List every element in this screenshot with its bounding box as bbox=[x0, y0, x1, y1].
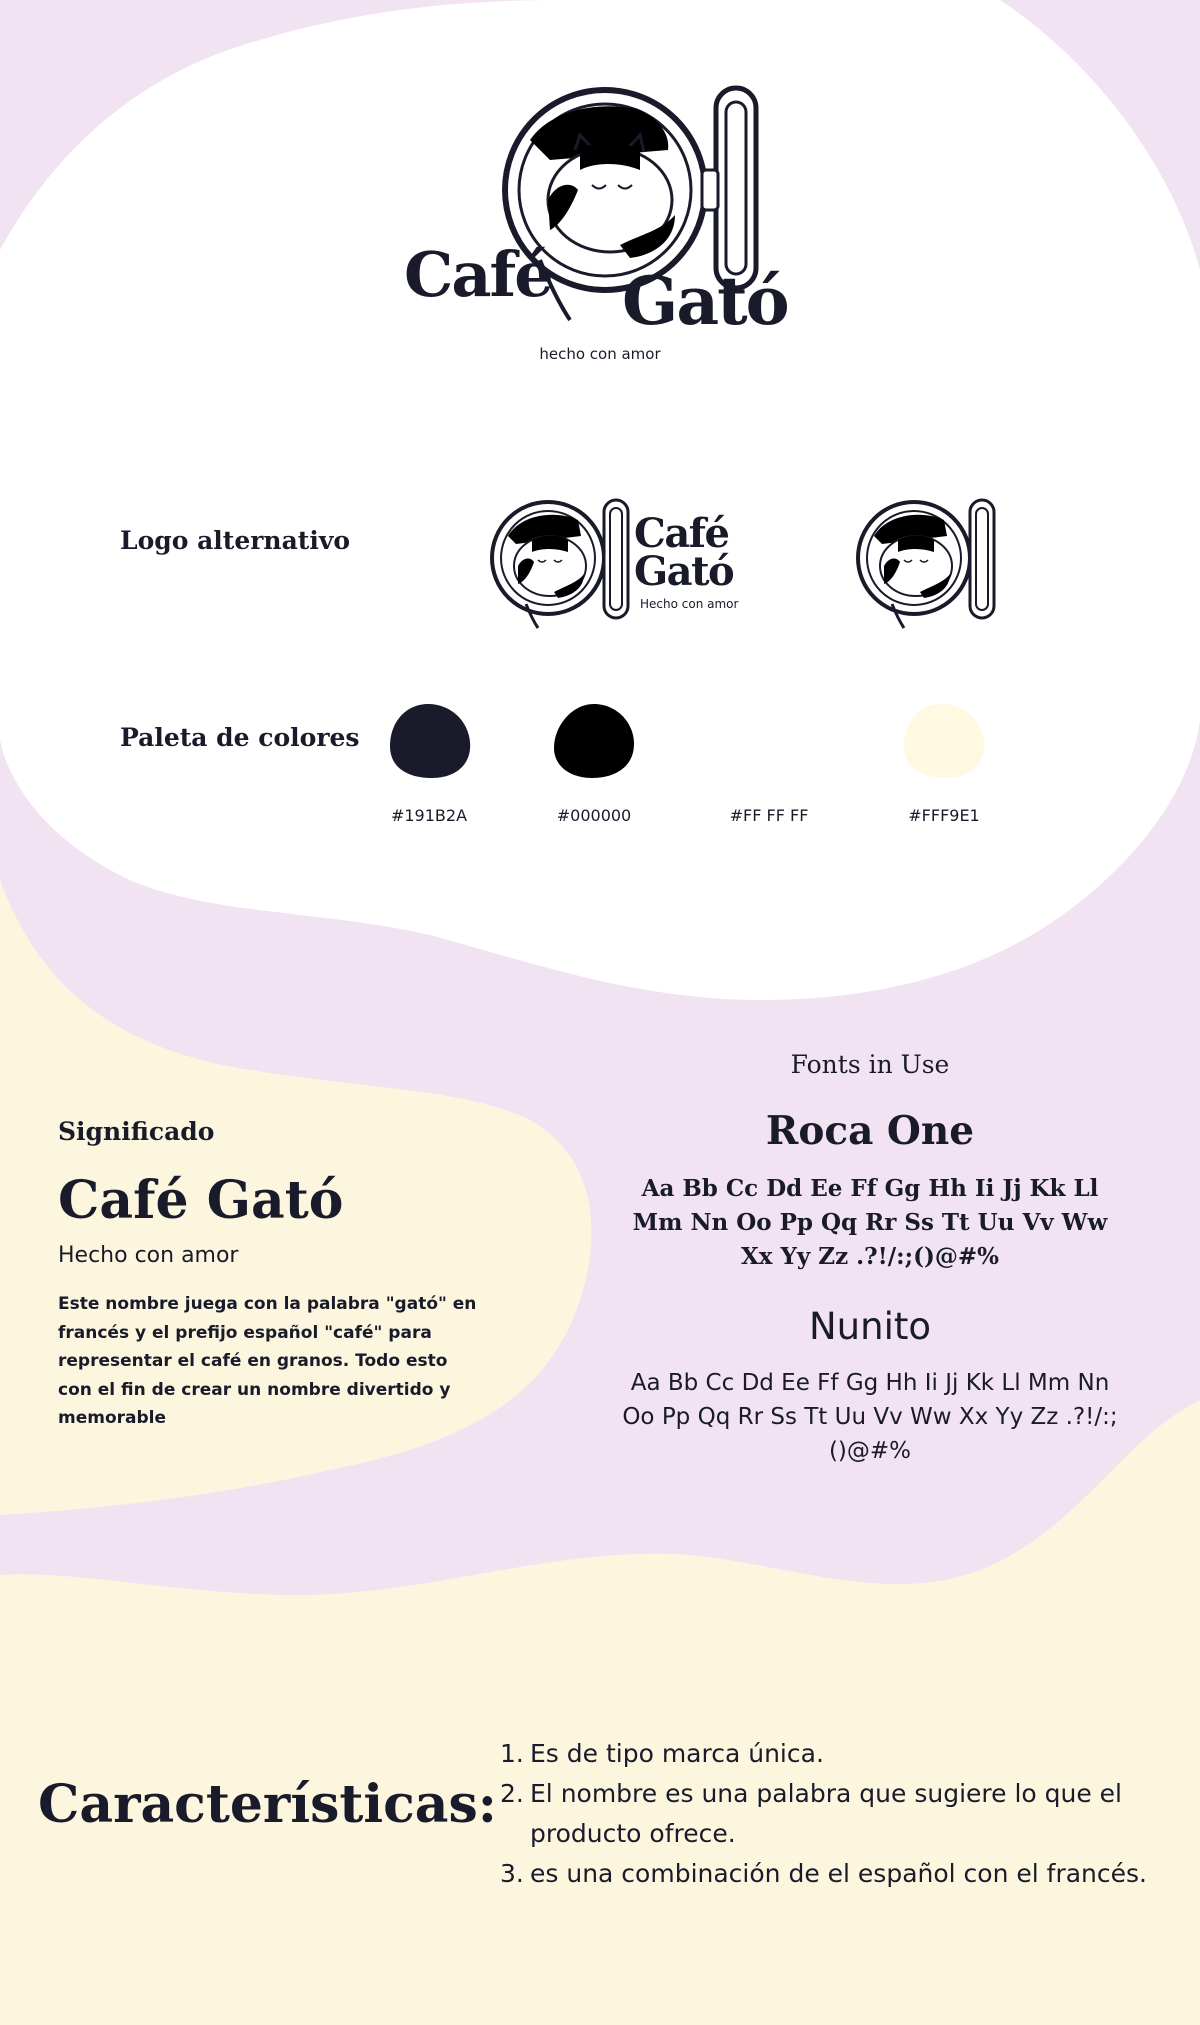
meaning-title: Café Gató bbox=[58, 1170, 344, 1231]
list-item-text: El nombre es una palabra que sugiere lo que el producto ofrece. bbox=[530, 1779, 1123, 1848]
color-swatch bbox=[552, 702, 636, 780]
list-item-number: 1. bbox=[500, 1739, 524, 1768]
list-item bbox=[500, 1854, 1160, 1894]
color-swatch bbox=[728, 702, 812, 780]
logo-word-cafe: Café bbox=[404, 238, 552, 311]
color-swatch bbox=[902, 702, 986, 780]
logo-word-gato: Gató bbox=[622, 262, 788, 340]
meaning-subtitle: Hecho con amor bbox=[58, 1243, 239, 1268]
list-item-text: Es de tipo marca única. bbox=[530, 1739, 824, 1768]
list-item-number: 2. bbox=[500, 1779, 524, 1808]
alt-logo-word-gato: Gató bbox=[634, 548, 734, 595]
swatch-code: #000000 bbox=[556, 806, 632, 825]
list-item bbox=[500, 1774, 1160, 1854]
fonts-label: Fonts in Use bbox=[790, 1050, 950, 1079]
list-item-text: es una combinación de el español con el francés. bbox=[530, 1859, 1148, 1888]
swatch-code: #191B2A bbox=[390, 806, 468, 825]
alt-logo-label: Logo alternativo bbox=[120, 526, 351, 555]
list-item-number: 3. bbox=[500, 1859, 524, 1888]
logo-tagline: hecho con amor bbox=[539, 345, 661, 363]
palette-label: Paleta de colores bbox=[120, 723, 360, 752]
alt-logo-tagline: Hecho con amor bbox=[640, 597, 739, 611]
cat-porthole-icon bbox=[852, 496, 1004, 632]
list-item bbox=[500, 1734, 1160, 1774]
font-name-nunito: Nunito bbox=[808, 1305, 931, 1348]
features-list bbox=[500, 1734, 1160, 1894]
meaning-label: Significado bbox=[58, 1117, 215, 1146]
swatch-code: #FFF9E1 bbox=[908, 806, 980, 825]
features-title: Características: bbox=[38, 1774, 497, 1835]
meaning-body: Este nombre juega con la palabra "gató" en francés y el prefijo español "café" para representar el café en granos. Todo esto con el fin de crear un nombre divertido y memorable bbox=[58, 1294, 477, 1428]
font-sample-nunito: Aa Bb Cc Dd Ee Ff Gg Hh Ii Jj Kk Ll Mm Nn Oo Pp Qq Rr Ss Tt Uu Vv Ww Xx Yy Zz .?!/:;()@#% bbox=[622, 1370, 1118, 1464]
color-swatch bbox=[388, 702, 472, 780]
font-name-roca-one: Roca One bbox=[765, 1108, 975, 1154]
alt-logo-word-cafe: Café bbox=[634, 510, 729, 557]
swatch-code: #FF FF FF bbox=[729, 806, 809, 825]
font-sample-roca-one: Aa Bb Cc Dd Ee Ff Gg Hh Ii Jj Kk Ll Mm Nn Oo Pp Qq Rr Ss Tt Uu Vv Ww Xx Yy Zz .?!/:;()@#% bbox=[632, 1175, 1108, 1270]
